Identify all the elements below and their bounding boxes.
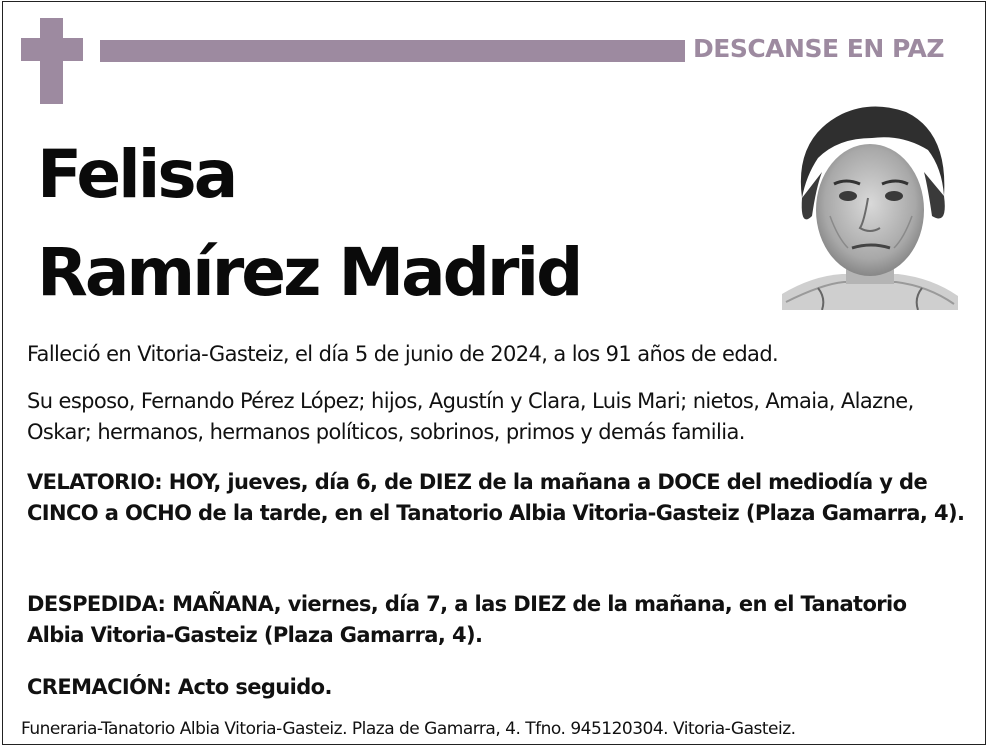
portrait-photo [782,98,958,310]
deceased-surnames: Ramírez Madrid [37,234,581,311]
obituary-notice [2,1,986,745]
cremation-text: CREMACIÓN: Acto seguido. [27,675,332,699]
farewell-details-text: DESPEDIDA: MAÑANA, viernes, día 7, a las DIEZ de la mañana, en el Tanatorio Albia Vitoria-Gasteiz (Plaza Gamarra, 4). [27,592,907,647]
header-label: DESCANSE EN PAZ [693,34,944,63]
death-notice-text: Falleció en Vitoria-Gasteiz, el día 5 de junio de 2024, a los 91 años de edad. [27,342,779,366]
cross-vertical-bar [40,18,63,104]
family-text: Su esposo, Fernando Pérez López; hijos, Agustín y Clara, Luis Mari; nietos, Amaia, Alazne, Oskar; hermanos, hermanos políticos, sobrinos, primos y demás familia. [27,389,914,444]
header-rule [100,40,685,62]
funeral-home-footer: Funeraria-Tanatorio Albia Vitoria-Gasteiz. Plaza de Gamarra, 4. Tfno. 945120304. Vitoria-Gasteiz. [21,719,796,739]
cross-horizontal-bar [21,38,83,61]
wake-details-text: VELATORIO: HOY, jueves, día 6, de DIEZ de la mañana a DOCE del mediodía y de CINCO a OCHO de la tarde, en el Tanatorio Albia Vitoria-Gasteiz (Plaza Gamarra, 4). [27,470,965,525]
deceased-first-name: Felisa [37,136,236,213]
